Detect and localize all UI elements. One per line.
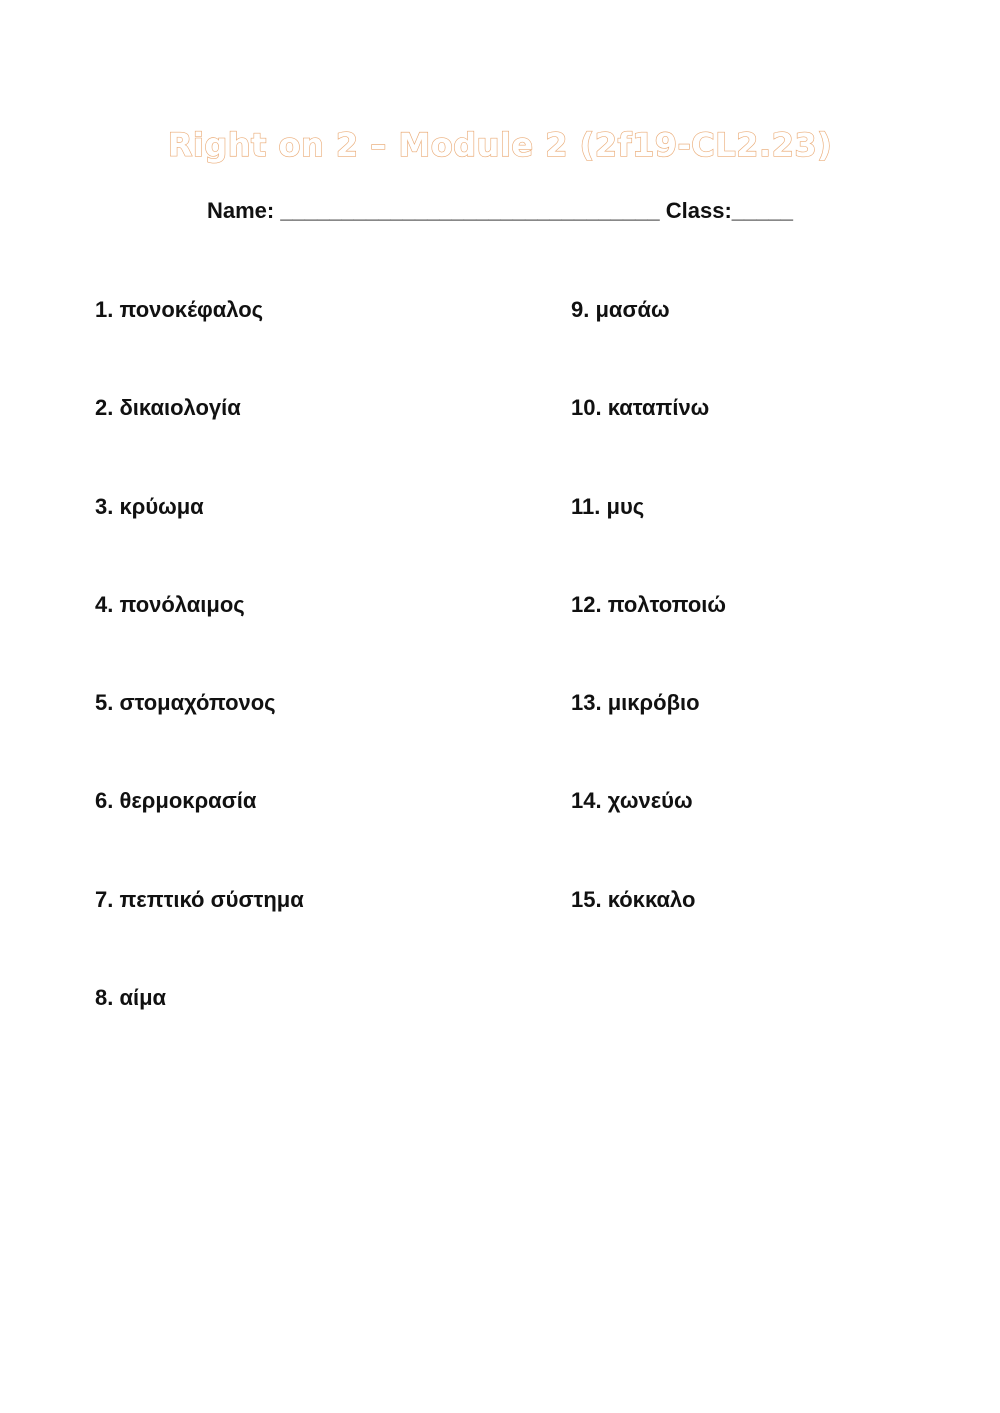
vocabulary-list-left (95, 292, 304, 1078)
list-item: 5. στομαχόπονος (95, 690, 276, 716)
list-item: 10. καταπίνω (571, 395, 710, 421)
list-item: 2. δικαιολογία (95, 395, 241, 421)
list-item: 15. κόκκαλο (571, 886, 696, 912)
vocabulary-list-right (571, 292, 726, 980)
list-item: 9. μασάω (571, 297, 670, 322)
list-item: 4. πονόλαιμος (95, 591, 245, 617)
worksheet-title: Right on 2 – Module 2 (2f19-CL2.23) (167, 126, 833, 164)
list-item: 14. χωνεύω (571, 788, 693, 814)
list-item: 1. πονοκέφαλος (95, 297, 264, 322)
list-item: 13. μικρόβιο (571, 690, 700, 716)
list-item: 6. θερμοκρασία (95, 788, 257, 814)
list-item: 12. πολτοποιώ (571, 591, 726, 617)
list-item: 11. μυς (571, 493, 645, 519)
list-item: 7. πεπτικό σύστημα (95, 886, 304, 912)
list-item: 3. κρύωμα (95, 493, 204, 519)
list-item: 8. αίμα (95, 985, 167, 1011)
name-class-line: Name: _______________________________ Class:_____ (207, 198, 793, 223)
